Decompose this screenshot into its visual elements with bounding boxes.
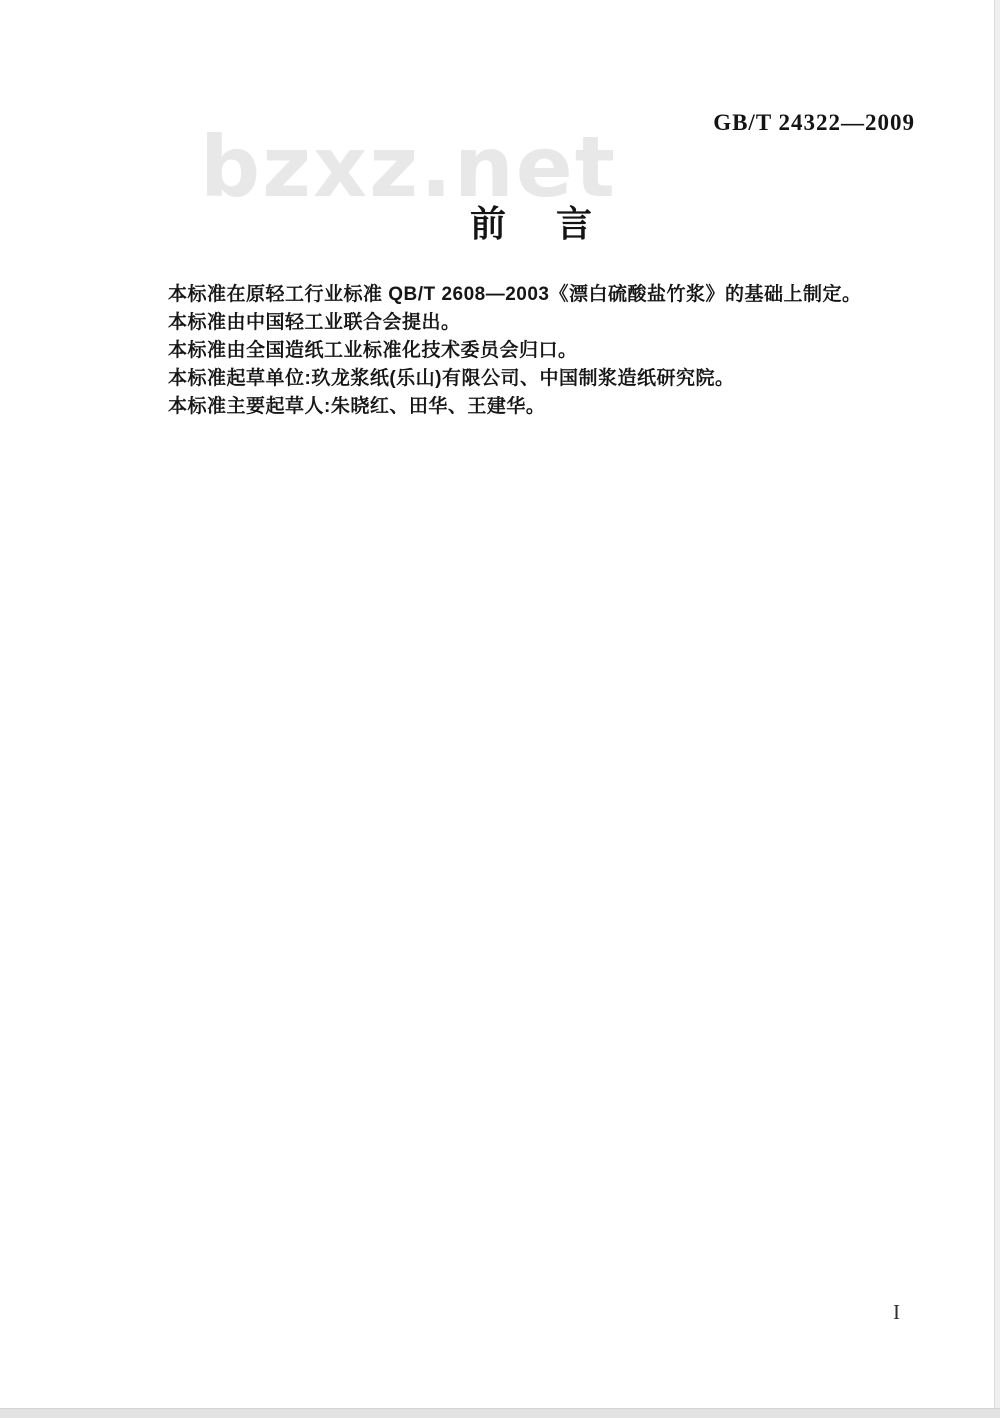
scan-edge-right: [994, 0, 1000, 1418]
foreword-paragraph: 本标准起草单位:玖龙浆纸(乐山)有限公司、中国制浆造纸研究院。: [168, 368, 735, 389]
page-title: 前言: [470, 203, 643, 244]
scan-edge-bottom: [0, 1408, 1000, 1418]
standard-number: GB/T 24322—2009: [713, 110, 915, 135]
page-number: I: [893, 1300, 900, 1324]
foreword-paragraph: 本标准在原轻工行业标准 QB/T 2608—2003《漂白硫酸盐竹浆》的基础上制定。: [168, 284, 862, 305]
watermark-text: bzxz.net: [200, 118, 617, 216]
foreword-paragraph: 本标准由全国造纸工业标准化技术委员会归口。: [168, 340, 578, 361]
foreword-paragraph: 本标准由中国轻工业联合会提出。: [168, 312, 461, 333]
foreword-body: [130, 281, 920, 421]
foreword-paragraph: 本标准主要起草人:朱晓红、田华、王建华。: [168, 396, 546, 417]
